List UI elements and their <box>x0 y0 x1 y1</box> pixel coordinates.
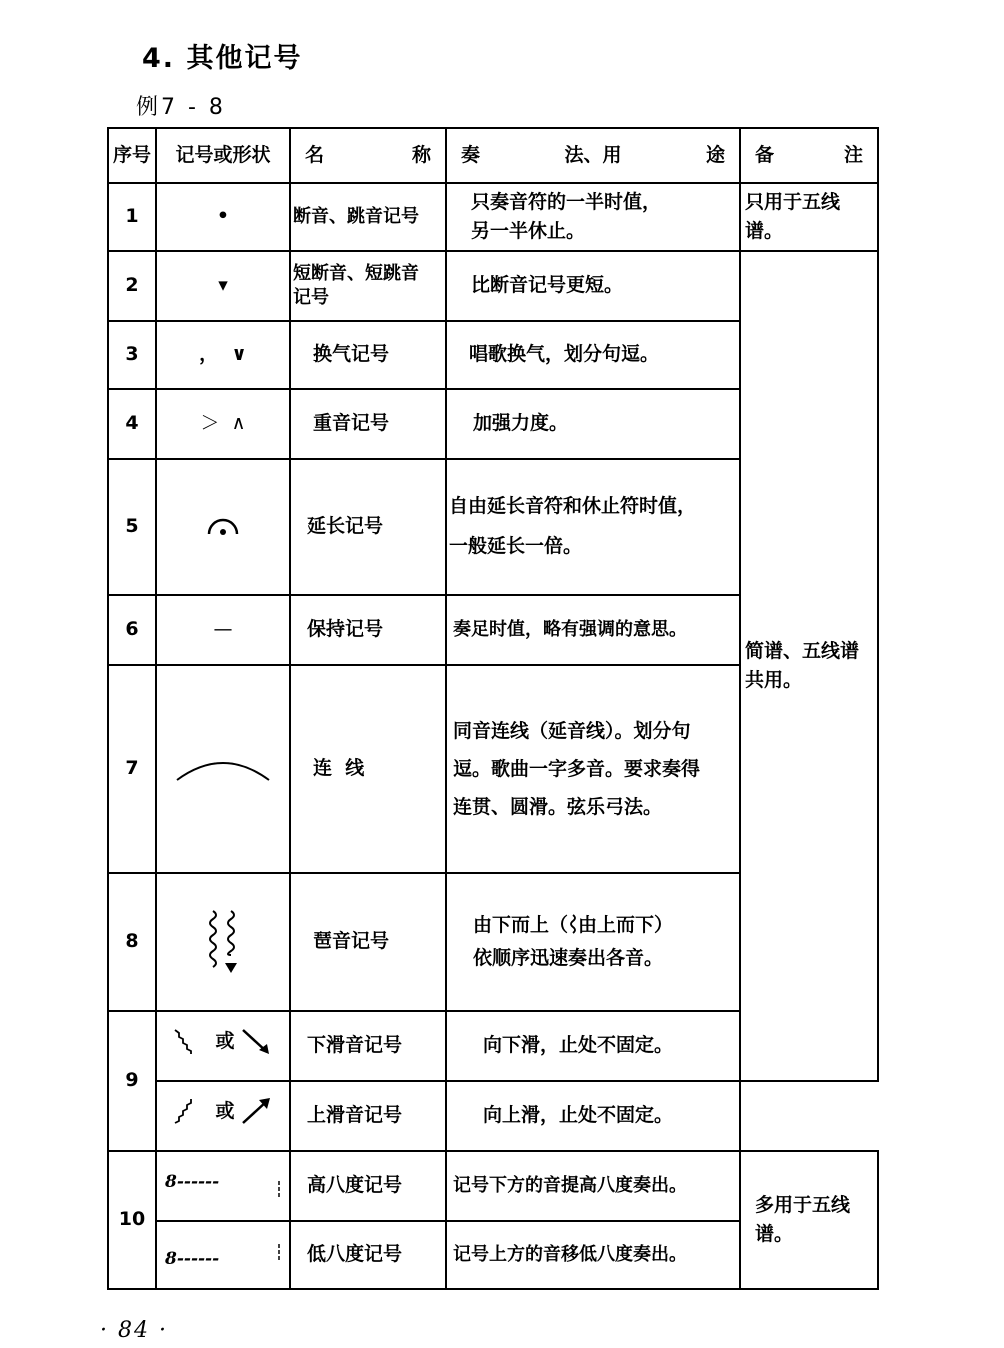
breath-mark-symbol: ， ∨ <box>156 321 290 389</box>
slur-arc-icon <box>156 665 290 873</box>
header-note: 备 注 <box>740 128 878 183</box>
mini-arpeggio-icon <box>568 913 578 937</box>
shared-note: 简谱、五线谱 共用。 <box>740 251 878 1081</box>
glissando-down-symbol: 或 <box>156 1011 290 1081</box>
row-usage: 自由延长音符和休止符时值， 一般延长一倍。 <box>446 459 740 595</box>
staccato-symbol: • <box>156 183 290 251</box>
row-usage: 同音连线（延音线）。划分句 逗。歌曲一字多音。要求奏得 连贯、圆滑。弦乐弓法。 <box>446 665 740 873</box>
row-usage: 加强力度。 <box>446 389 740 459</box>
glissando-up-symbol: 或 <box>156 1081 290 1151</box>
ottava-bassa-symbol <box>156 1221 290 1289</box>
row-index: 1 <box>108 183 156 251</box>
row-usage: 向下滑，止处不固定。 <box>446 1011 740 1081</box>
row-name: 短断音、短跳音 记号 <box>290 251 446 321</box>
accent-symbol: ＞ ∧ <box>156 389 290 459</box>
row-index: 2 <box>108 251 156 321</box>
row-name: 高八度记号 <box>290 1151 446 1221</box>
header-name: 名 称 <box>290 128 446 183</box>
example-label: 例7 - 8 <box>136 95 226 120</box>
ottava-alta-symbol <box>156 1151 290 1221</box>
row-index: 9 <box>108 1011 156 1151</box>
fermata-icon <box>156 459 290 595</box>
tenuto-symbol: — <box>156 595 290 665</box>
row-index: 4 <box>108 389 156 459</box>
row-usage: 记号下方的音提高八度奏出。 <box>446 1151 740 1221</box>
svg-text:8------: 8------ <box>165 1172 220 1192</box>
page-number: · 84 · <box>100 1318 168 1343</box>
row-note: 只用于五线 谱。 <box>740 183 878 251</box>
row-usage: 奏足时值，略有强调的意思。 <box>446 595 740 665</box>
arpeggio-wavy-icon <box>156 873 290 1011</box>
row-index: 3 <box>108 321 156 389</box>
table-row <box>108 1081 878 1151</box>
svg-text:8------: 8------ <box>165 1249 220 1269</box>
section-title: 4. 其他记号 <box>142 43 303 74</box>
row-name: 连 线 <box>290 665 446 873</box>
ottava-bassa-icon <box>161 1240 285 1270</box>
row-usage: 唱歌换气，划分句逗。 <box>446 321 740 389</box>
table-header-row <box>108 128 878 183</box>
header-index: 序号 <box>108 128 156 183</box>
row-name: 琶音记号 <box>290 873 446 1011</box>
row-index: 6 <box>108 595 156 665</box>
glissando-down-arrow-icon <box>241 1026 273 1056</box>
notation-table <box>107 127 879 1290</box>
row-usage: 向上滑，止处不固定。 <box>446 1081 740 1151</box>
row-name: 延长记号 <box>290 459 446 595</box>
row-name: 上滑音记号 <box>290 1081 446 1151</box>
row-index: 10 <box>108 1151 156 1289</box>
glissando-down-wavy-icon <box>173 1026 209 1056</box>
row-usage: 由下而上（ 由上而下） 依顺序迅速奏出各音。 <box>446 873 740 1011</box>
table-row <box>108 183 878 251</box>
glissando-up-wavy-icon <box>173 1096 209 1126</box>
row-name: 下滑音记号 <box>290 1011 446 1081</box>
staccatissimo-symbol: ▾ <box>156 251 290 321</box>
header-usage: 奏 法、用 途 <box>446 128 740 183</box>
table-row <box>108 1151 878 1221</box>
row-usage: 只奏音符的一半时值， 另一半休止。 <box>446 183 740 251</box>
row-index: 5 <box>108 459 156 595</box>
row-name: 断音、跳音记号 <box>290 183 446 251</box>
row-name: 换气记号 <box>290 321 446 389</box>
header-symbol: 记号或形状 <box>156 128 290 183</box>
table-row <box>108 251 878 321</box>
glissando-up-arrow-icon <box>241 1096 273 1126</box>
row-note: 多用于五线 谱。 <box>740 1151 878 1289</box>
ottava-alta-icon <box>161 1171 285 1201</box>
row-name: 重音记号 <box>290 389 446 459</box>
row-name: 保持记号 <box>290 595 446 665</box>
row-index: 8 <box>108 873 156 1011</box>
row-name: 低八度记号 <box>290 1221 446 1289</box>
row-index: 7 <box>108 665 156 873</box>
row-usage: 记号上方的音移低八度奏出。 <box>446 1221 740 1289</box>
row-usage: 比断音记号更短。 <box>446 251 740 321</box>
